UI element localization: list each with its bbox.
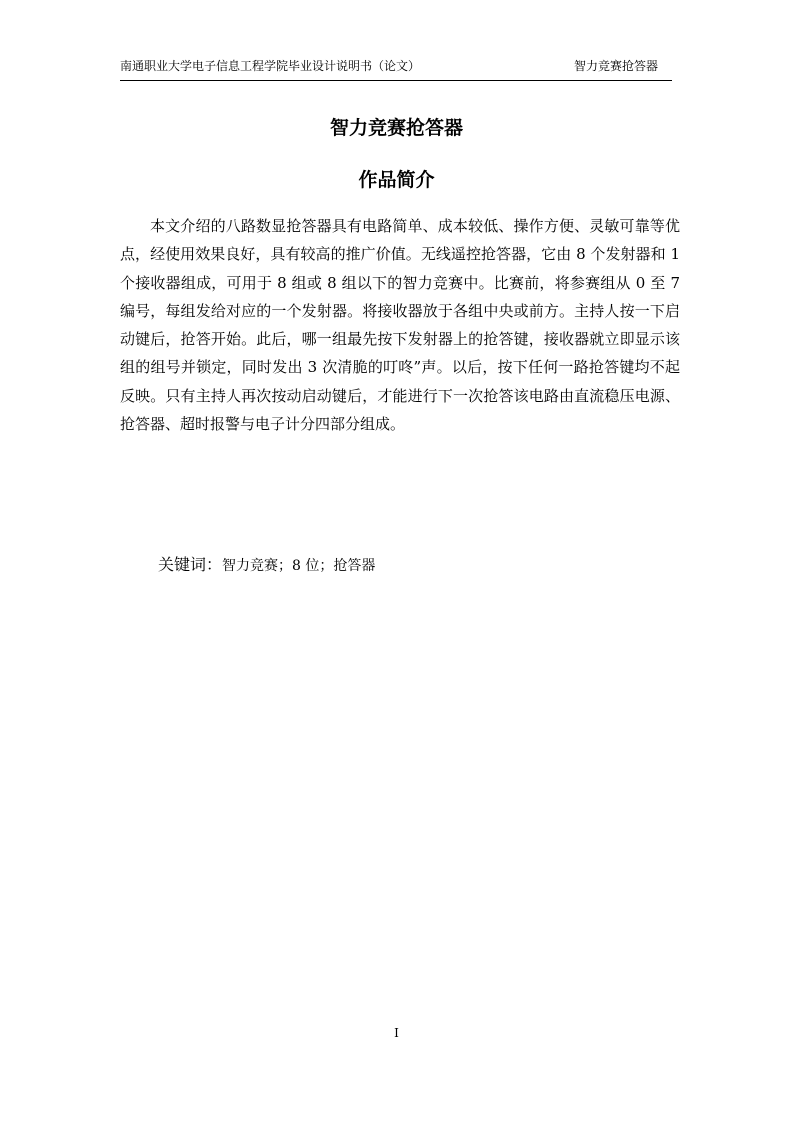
- document-title: 智力竞赛抢答器: [329, 117, 463, 139]
- abstract-paragraph: 本文介绍的八路数显抢答器具有电路简单、成本较低、操作方便、灵敏可靠等优点，经使用效果良好，具有较高的推广价值。无线遥控抢答器，它由 8 个发射器和 1 个接收器组成，可用于 8 组或 8 组以下的智力竞赛中。比赛前，将参赛组从 0 至 7 编号，每组发给对应的一个发射器。将接收器放于各组中央或前方。主持人按一下启动键后，抢答开始。此后，哪一组最先按下发射器上的抢答键，接收器就立即显示该组的组号并锁定，同时发出 3 次清脆的叮咚”声。以后，按下任何一路抢答键均不起反映。只有主持人再次按动启动键后，才能进行下一次抢答该电路由直流稳压电源、抢答器、超时报警与电子计分四部分组成。: [120, 217, 680, 434]
- keywords-line: [158, 552, 658, 579]
- header-left-text: 南通职业大学电子信息工程学院毕业设计说明书（论文）: [120, 59, 421, 73]
- keywords-label: 关键词：: [158, 555, 223, 574]
- page-header: [120, 56, 672, 81]
- page-number: I: [394, 1026, 399, 1040]
- header-right-text: 智力竞赛抢答器: [573, 59, 658, 73]
- section-heading: 作品简介: [358, 169, 435, 191]
- keywords-value: 智力竞赛；8 位；抢答器: [222, 558, 376, 574]
